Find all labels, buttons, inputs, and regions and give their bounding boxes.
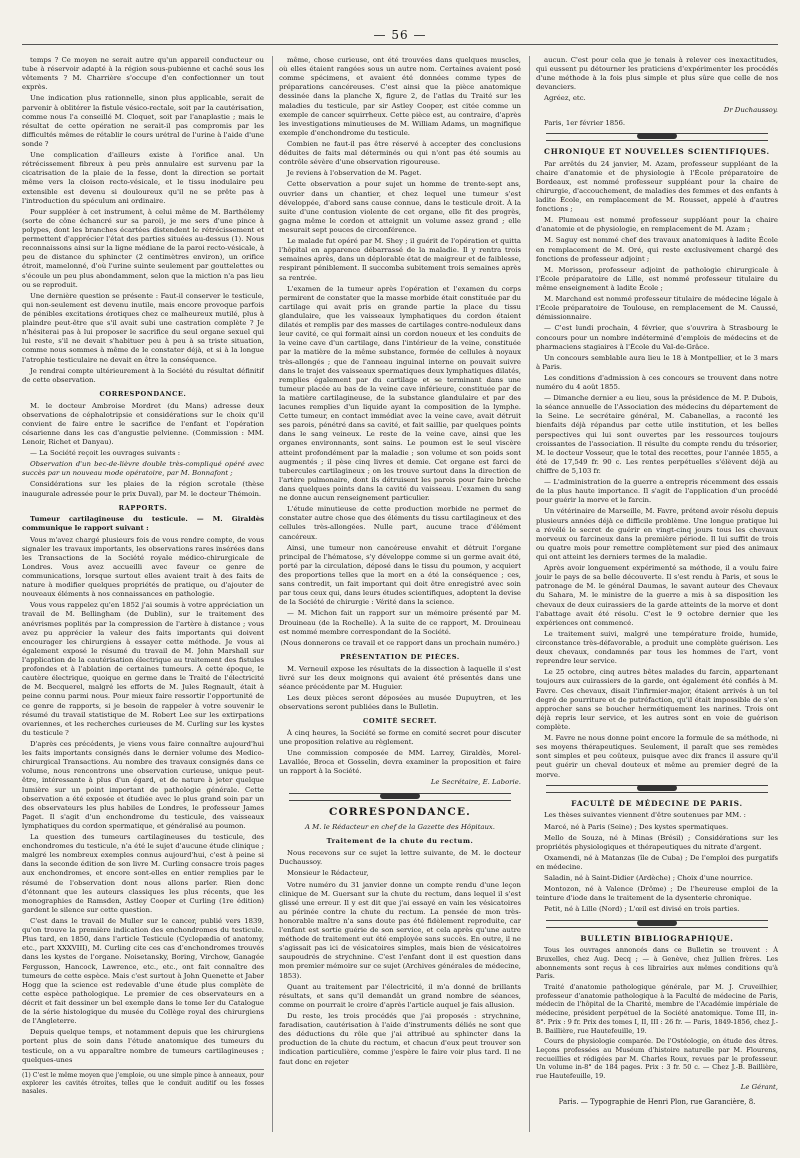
thesis-entry: Montozon, né à Valence (Drôme) ; De l'heureuse emploi de la teinture d'iode dans le traitement de la dysenterie chronique.: [536, 885, 778, 903]
paragraph: Les deux pièces seront déposées au musée Dupuytren, et les observations seront publiées dans le Bulletin.: [279, 693, 521, 712]
ornament-divider: [546, 785, 768, 793]
bulletin-entry: Cours de physiologie comparée. De l'Ostéologie, on étude des êtres. Leçons professées au Muséum d'histoire naturelle par M. Flourens, recueillies et rédigées par M. Charles Roux, revues par le professeur. Un volume in-8° de 184 pages. Prix : 3 fr. 50 c. — Chez J.-B. Baillière, rue Hautefeuille, 19.: [536, 1037, 778, 1081]
bulletin-entry: Traité d'anatomie pathologique générale, par M. J. Cruveilhier, professeur d'anatomie pathologique à la Faculté de médecine de Paris, médecin de l'hôpital de la Charité, membre de l'Académie impériale de médecine, président perpétuel de la Société anatomique. Tome III, in-8°. Prix : 9 fr. Prix des tomes I, II, III : 26 fr. — Paris, 1849-1856, chez J.-B. Baillière, rue Hautefeuille, 19.: [536, 983, 778, 1035]
column-1: [22, 56, 264, 1132]
paragraph: L'étude minutieuse de cette production morbide ne permet de constater autre chose que des éléments du tissu cartilagineux et des cellules très-allongées. Nulle part, aucune trace d'élément cancéreux.: [279, 505, 521, 541]
paragraph: Après avoir longuement expérimenté sa méthode, il a voulu faire jouir le pays de sa belle découverte. Il s'est rendu à Paris, et sous le patronage de M. le général Daumas, le savant auteur des Chevaux du Sahara, M. le ministre de la guerre a mis à sa disposition les chevaux de deux cuirassiers de la garde atteints de la morve et dont l'abattage avait été résolu. C'est le 9 octobre dernier que les expériences ont commencé.: [536, 564, 778, 627]
ornament-divider: [546, 133, 768, 141]
section-heading-faculte: FACULTÉ DE MÉDECINE DE PARIS.: [571, 798, 743, 808]
paragraph: Vous vous rappelez qu'en 1852 j'ai soumis à votre appréciation un travail de M. Bellingham (de Dublin), sur le traitement des anévrismes poplités par la compression de l'artère à distance ; vous avez pu apprécier la valeur des faits importants qui doivent encourager les chirurgiens à essayer cette méthode. Je vous ai également exposé le résumé du travail de M. John Marshall sur l'application de la cautérisation électrique au traitement des fistules profondes et à l'ablation de certaines tumeurs. À cette époque, le cautère électrique, quoique en germe dans le Traité de l'électricité de M. Becquerel, malgré les efforts de M. Jules Regnault, était à peine connu parmi nous. Pour mieux faire ressortir l'opportunité de ce genre de rapports, si je besoin de rappeler à votre souvenir le résumé du travail statistique de M. Robert Lee sur les extirpations ovariennes, et les recherches curieuses de M. Curling sur les kystes du testicule ?: [22, 601, 264, 737]
thesis-entry: Saladin, né à Saint-Didier (Ardèche) ; Choix d'une nourrice.: [544, 874, 753, 883]
paragraph: Un vétérinaire de Marseille, M. Favre, prétend avoir résolu depuis plusieurs années déjà ce difficile problème. Une longue pratique lui a révélé le secret de guérir en vingt-cinq jours tous les chevaux morveux ou farcineux dans la première période. Il lui suffit de trois ou quatre mois pour remettre complètement sur pied des animaux qui ont atteint les derniers termes de la maladie.: [536, 507, 778, 562]
paragraph: Cette observation a pour sujet un homme de trente-sept ans, ouvrier dans un chantier, et chez lequel une tumeur s'est développée, d'abord sans cause connue, dans le testicule droit. À la suite d'une contusion violente de cet organe, elle fit des progrès, gagna même le cordon et atteignit un volume assez grand ; elle mesurait sept pouces de circonférence.: [279, 180, 521, 234]
paragraph: M. Saguy est nommé chef des travaux anatomiques à ladite École en remplacement de M. Oré, qui reste exclusivement chargé des fonctions de professeur adjoint ;: [536, 236, 778, 263]
paragraph: Les thèses suivantes viennent d'être soutenues par MM. :: [544, 811, 746, 820]
paragraph: Pour suppléer à cet instrument, à celui même de M. Barthélemy (sorte de cône échancré sur sa paroi), je me sers d'une pince à polypes, dont les branches écartées distendent le rétrécissement et permettent d'apprécier l'état des parties situées au-dessus (1). Nous reconnaissons ainsi sur la ligne médiane de la paroi recto-vésicale, à peu de distance du sphincter (2 centimètres environ), un orifice étroit, mamelonné, d'où l'urine suinte seulement par gouttelettes ou s'écoule un peu plus abondamment, selon que la miction n'a pas lieu ou se reproduit.: [22, 207, 264, 289]
ornament-divider: [289, 793, 511, 801]
section-heading-correspondance-big: CORRESPONDANCE.: [328, 805, 472, 818]
thesis-entry: Marcé, né à Paris (Seine) ; Des kystes spermatiques.: [544, 822, 729, 831]
footnote: (1) C'est le même moyen que j'emploie, ou une simple pince à anneaux, pour explorer les cavités étroites, telles que le conduit auditif ou les fosses nasales.: [22, 1069, 264, 1097]
paragraph: même, chose curieuse, ont été trouvées dans quelques muscles, où elles étaient rangées sous un autre nom. Certaines avaient posé comme spécimens, et avaient été données comme types de préparations cancéreuses. C'est ainsi que la pièce anatomique dessinée dans la planche X, figure 2, de l'atlas du Traité sur les maladies du testicule, par sir Astley Cooper, est citée comme un exemple de cancer squirrheux. Cette pièce est, au contraire, d'après les investigations minutieuses de M. William Adams, un magnifique exemple d'enchondrome du testicule.: [279, 56, 521, 137]
paragraph: À cinq heures, la Société se forme en comité secret pour discuter une proposition relative au règlement.: [279, 728, 521, 746]
paragraph: Vous m'avez chargé plusieurs fois de vous rendre compte, de vous signaler les travaux importants, les observations rares insérées dans les Transactions de la Société royale médico-chirurgicale de Londres. Vous avez accueilli avec faveur ce genre de communications, lorsque surtout elles avaient trait à des faits de nature à modifier quelques propriétés de pratique, ou d'ajouter de nouveaux éléments à nos connaissances en pathologie.: [22, 535, 264, 599]
paragraph: Votre numéro du 31 janvier donne un compte rendu d'une leçon clinique de M. Guersant sur la chute du rectum, dans lequel il s'est glissé une erreur. Il y est dit que j'ai essayé en vain les vésicatoires au périnée contre la chute du rectum. La pensée de mon très-honorable maître n'a sans doute pas été fidèlement reproduite, car l'enfant est sortie guérie de son service, et cela après qu'une autre méthode de traitement eut été employée sans succès. En outre, il ne s'agissait pas ici de vésicatoires simples, mais bien de vésicatoires saupoudrés de strychnine. C'est l'enfant dont il est question dans mon premier mémoire sur ce sujet (Archives générales de médecine, 1853).: [279, 880, 521, 980]
section-heading-bulletin: BULLETIN BIBLIOGRAPHIQUE.: [580, 933, 734, 943]
paragraph: (Nous donnerons ce travail et ce rapport dans un prochain numéro.): [280, 638, 520, 647]
paragraph: Par arrêtés du 24 janvier, M. Azam, professeur suppléant de la chaire d'anatomie et de physiologie à l'École préparatoire de Bordeaux, est nommé professeur suppléant pour la chaire de chirurgie, d'accouchement, de maladies des femmes et des enfants à ladite École, en remplacement de M. Rousset, appelé à d'autres fonctions ;: [536, 159, 778, 214]
paragraph: La question des tumeurs cartilagineuses du testicule, des enchondromes du testicule, n'a été le sujet d'aucune étude clinique ; malgré les nombreux exemples connus aujourd'hui, c'est à peine si dans la seconde édition de son livre M. Curling consacre trois pages aux enchondromes, et encore sont-elles en entier remplies par le résumé de l'observation dont nous allons parler. Rien donc d'étonnant que les auteurs classiques les plus récents, que les monographies de Ramsden, Astley Cooper et Curling (1re édition) gardent le silence sur cette question.: [22, 833, 264, 914]
thesis-entry: Oxamendi, né à Matanzas (île de Cuba) ; De l'emploi des purgatifs en médecine.: [536, 853, 778, 871]
section-heading-pieces: PRÉSENTATION DE PIÈCES.: [340, 652, 460, 661]
paragraph: Je rendrai compte ultérieurement à la Société du résultat définitif de cette observation.: [22, 366, 264, 384]
paragraph: M. Marchand est nommé professeur titulaire de médecine légale à l'École préparatoire de Toulouse, en remplacement de M. Caussé, démissionnaire.: [536, 295, 778, 322]
paragraph: Quant au traitement par l'électricité, il m'a donné de brillants résultats, et sans qu'il demandât un grand nombre de séances, comme on pourrait le croire d'après l'article auquel je fais allusion.: [279, 982, 521, 1009]
section-heading-rapports: RAPPORTS.: [118, 503, 168, 512]
paragraph: D'après ces précédents, je viens vous faire connaître aujourd'hui les faits importants consignés dans le dernier volume des Medico-chirurgical Transactions. Au nombre des travaux consignés dans ce volume, nous rencontrons une observation curieuse, unique peut-être, intéressante à plus d'un égard, et de nature à jeter quelque lumière sur un point important de pathologie générale. Cette observation a été exposée et étudiée avec le plus grand soin par un des observateurs les plus habiles de Londres, le professeur James Paget. Il s'agit d'un enchondrome du testicule, des vaisseaux lymphatiques du cordon spermatique, et généralisé au poumon.: [22, 739, 264, 830]
paragraph: — Dimanche dernier a eu lieu, sous la présidence de M. P. Dubois, la séance annuelle de l'Association des médecins du département de la Seine. Le secrétaire général, M. Cabanellas, a raconté les bienfaits déjà répandus par cette utile institution, et les belles perspectives qui lui sont ouvertes par les ressources toujours croissantes de l'association. Il résulte du compte rendu du trésorier, M. le docteur Vosseur, que le total des recettes, pour l'année 1855, a été de 17,549 fr. 90 c. Les rentes perpétuelles s'élèvent déjà au chiffre de 5,103 fr.: [536, 394, 778, 476]
column-2: [272, 56, 521, 1132]
secretary-signature: Le Secrétaire, E. Laborie.: [430, 778, 521, 787]
column-3: [529, 56, 778, 1132]
paragraph: Observation d'un bec-de-lièvre double très-compliqué opéré avec succès par un nouveau mode opératoire, par M. Bonnafont ;: [22, 460, 264, 478]
thesis-entry: Petit, né à Lille (Nord) ; L'œil est divisé en trois parties.: [544, 905, 740, 914]
letter-address: A M. le Rédacteur en chef de la Gazette des Hôpitaux.: [305, 823, 495, 832]
paragraph: M. Favre ne nous donne point encore la formule de sa méthode, ni ses moyens thérapeutiques. Seulement, il paraît que ses remèdes sont simples et peu coûteux, puisque avec dix francs il assure qu'il peut guérir un cheval douteux et même au premier degré de la morve.: [536, 734, 778, 779]
paragraph: L'examen de la tumeur après l'opération et l'examen du corps permirent de constater que la masse morbide était constituée par du cartilage qui avait pris en grande partie la place du tissu glandulaire, que les vaisseaux lymphatiques du cordon étaient dilatés et remplis par des masses de cartilages contre-noduleux dans leur cavité, ce qui formait ainsi un cordon noueux et les conduits de la veine cave d'un cartilage, dans l'intérieur de la veine, constituée par la matière de la même substance, formée de cellules à noyaux très-allongés ; que de l'anneau inguinal interne on pouvait suivre dans le trajet des vaisseaux spermatiques deux lymphatiques dilatés, remplies également par du cartilage et se terminant dans une tumeur placée au bas de la veine cave inférieure, constituée par de la matière cartilagineuse, de la substance glandulaire et par des lacunes remplies d'un liquide ayant la composition de la lymphe. Cette tumeur, en contact immédiat avec la veine cave, avait détruit ses parois, pénétré dans sa cavité, et fait saillie, par quelques points dans le sang veineux. Le reste de la veine cave, ainsi que les organes environnants, sont sains. Le poumon est le seul viscère atteint profondément par la maladie ; son volume et son poids sont augmentés ; il pèse cinq livres et demie. Cet organe est farci de tubercules cartilagineux ; on les trouve surtout dans la direction de l'artère pulmonaire, dont ils détruisent les parois pour faire brèche dans quelques points dans la cavité du vaisseau. L'examen du sang ne donne aucun renseignement particulier.: [279, 284, 521, 503]
letter-signature: Dr Duchaussoy.: [723, 105, 778, 114]
gerant-label: Le Gérant,: [740, 1082, 778, 1091]
letter-closing: Agréez, etc.: [544, 94, 586, 103]
paragraph: — La Société reçoit les ouvrages suivants :: [30, 449, 181, 458]
printer-imprint: Paris. — Typographie de Henri Plon, rue Garancière, 8.: [558, 1097, 756, 1106]
paragraph: M. Verneuil expose les résultats de la dissection à laquelle il s'est livré sur les deux moignons qui avaient été présentés dans une séance précédente par M. Huguier.: [279, 664, 521, 691]
section-heading-comite: COMITÉ SECRET.: [363, 717, 437, 726]
paragraph: Le malade fut opéré par M. Shey ; il guérit de l'opération et quitta l'hôpital en apparence débarrassé de la maladie. Il y rentra trois semaines après, dans un déplorable état de maigreur et de faiblesse, respirant péniblement. Il succomba subitement trois semaines après sa rentrée.: [279, 237, 521, 282]
paragraph: Le traitement suivi, malgré une température froide, humide, circonstance très-défavorable, a produit une complète guérison. Les deux chevaux, condamnés par tous les hommes de l'art, vont reprendre leur service.: [536, 629, 778, 666]
paragraph: Combien ne faut-il pas être réservé à accepter des conclusions déduites de faits mal déterminés ou qui n'ont pas été soumis au contrôle sévère d'une observation rigoureuse.: [279, 139, 521, 167]
columns: [22, 56, 778, 1132]
rapport-title: Tumeur cartilagineuse du testicule. — M. Giraldès communique le rapport suivant :: [22, 515, 264, 533]
paragraph: M. le docteur Ambroise Mordret (du Mans) adresse deux observations de céphalotripsie et considérations sur le choix qu'il convient de faire entre le sacrifice de l'enfant et l'opération césarienne dans les cas d'angustie pelvienne. (Commission : MM. Lenoir, Richet et Danyau).: [22, 401, 264, 446]
paragraph: Monsieur le Rédacteur,: [287, 869, 369, 878]
paragraph: Depuis quelque temps, et notamment depuis que les chirurgiens portent plus de soin dans l'étude anatomique des tumeurs du testicule, on a vu apparaître nombre de tumeurs cartilagineuses ; quelques-unes: [22, 1028, 264, 1064]
section-heading-correspondance: CORRESPONDANCE.: [99, 389, 187, 398]
letter-date: Paris, 1er février 1856.: [544, 118, 626, 127]
paragraph: M. Plumeau est nommé professeur suppléant pour la chaire d'anatomie et de physiologie, en remplacement de M. Azam ;: [536, 216, 778, 234]
paragraph: C'est dans le travail de Muller sur le cancer, publié vers 1839, qu'on trouve la première indication des enchondromes du testicule. Plus tard, en 1850, dans l'article Testicule (Cyclopædia of anatomy, etc., part XXXVIII), M. Curling cite ces cas d'enchondromes trouvés dans les kystes de l'organe. Noisetansky, Boring, Virchow, Ganagée Fergusson, Hancock, Lawrence, etc., etc., ont fait connaître des tumeurs de cette espèce. Mais c'est surtout à John Quenette et Jaber Hogg que la science est redevable d'une étude plus complète de cette espèce pathologique. Le premier de ces observateurs en a décrit et fait dessiner un bel exemple dans le tome Ier du Catalogue de la série histologique du musée du Collège royal des chirurgiens de l'Angleterre.: [22, 917, 264, 1026]
paragraph: Ainsi, une tumeur non cancéreuse envahit et détruit l'organe principal de l'hématose, s'y développe comme si un germe avait été, porté par la circulation, déposé dans le tissu du poumon, y acquiert des proportions telles que la mort en a été la conséquence ; ces, sans contredit, un fait important qui doit être enregistré avec soin par tous ceux qui, dans leurs études scientifiques, adoptent la devise de la Société de chirurgie : Vérité dans la science.: [279, 543, 521, 607]
paragraph: Une indication plus rationnelle, sinon plus applicable, serait de parvenir à oblitérer la fistule vésico-rectale, soit par la cautérisation, comme nous l'a conseillé M. Cloquet, soit par l'anaplastie ; mais le résultat de cette opération ne serait-il pas compromis par les difficultés mêmes de rétablir le cours urétral de l'urine à l'aide d'une sonde ?: [22, 94, 264, 148]
paragraph: Les conditions d'admission à ces concours se trouvent dans notre numéro du 4 août 1855.: [536, 373, 778, 392]
paragraph: Nous recevons sur ce sujet la lettre suivante, de M. le docteur Duchaussoy.: [279, 849, 521, 867]
paragraph: Une dernière question se présente : Faut-il conserver le testicule, qui non-seulement est devenu inutile, mais encore provoque parfois de pénibles excitations érotiques chez ce malheureux mutilé, plus à plaindre peut-être que s'il avait subi une castration complète ? Je n'hésiterai pas à lui proposer le sacrifice du seul organe sexuel qui lui reste, s'il ne devait s'habituer peu à peu à sa triste situation, comme nous sommes à même de le constater déjà, et si à la longue l'atrophie testiculaire ne devait en être la conséquence.: [22, 291, 264, 364]
letter-subject: Traitement de la chute du rectum.: [326, 837, 474, 846]
paragraph: M. Morisson, professeur adjoint de pathologie chirurgicale à l'École préparatoire de Lille, est nommé professeur titulaire du même enseignement à ladite École ;: [536, 265, 778, 292]
thesis-entry: Mello de Souza, né à Minas (Brésil) ; Considérations sur les propriétés physiologiques et thérapeutiques du nitrate d'argent.: [536, 833, 778, 851]
paragraph: Le 25 octobre, cinq autres bêtes malades du farcin, appartenant toujours aux cuirassiers de la garde, ont également été confiés à M. Favre. Ces chevaux, disait l'infirmier-major, étaient arrivés à un tel degré de pourriture et de putréfaction, qu'il était impossible de s'en approcher sans se boucher hermétiquement les narines. Trois ont déjà repris leur service, et les autres sont en voie de guérison complète.: [536, 668, 778, 731]
paragraph: — M. Michon fait un rapport sur un mémoire présenté par M. Drouineau (de la Rochelle). À la suite de ce rapport, M. Drouineau est nommé membre correspondant de la Société.: [279, 609, 521, 636]
section-heading-chronique: CHRONIQUE ET NOUVELLES SCIENTIFIQUES.: [544, 146, 770, 156]
paragraph: Un concours semblable aura lieu le 18 à Montpellier, et le 3 mars à Paris.: [536, 353, 778, 371]
paragraph: temps ? Ce moyen ne serait autre qu'un appareil conducteur ou tube à réservoir adapté à la région sous-pubienne et caché sous les vêtements ? M. Charrière s'occupe d'en confectionner un tout exprès.: [22, 56, 264, 92]
paragraph: — L'administration de la guerre a entrepris récemment des essais de la plus haute importance. Il s'agit de l'application d'un procédé pour guérir la morve et le farcin.: [536, 478, 778, 505]
paragraph: aucun. C'est pour cela que je tenais à relever ces inexactitudes, qui eussent pu détourner les praticiens d'expérimenter les procédés d'une méthode à la fois plus simple et plus sûre que celle de nos devanciers.: [536, 56, 778, 92]
paragraph: — C'est lundi prochain, 4 février, que s'ouvrira à Strasbourg le concours pour un nombre indéterminé d'emplois de médecins et de pharmaciens stagiaires à l'École du Val-de-Grâce.: [536, 324, 778, 351]
paragraph: Je reviens à l'observation de M. Paget.: [287, 169, 422, 178]
ornament-divider: [546, 920, 768, 928]
paragraph: Du reste, les trois procédés que j'ai proposés : strychnine, faradisation, cautérisation à l'aide d'instruments déliés ne sont que des déductions du rôle que j'ai attribué au sphincter dans la production de la chute du rectum, et chacun d'eux peut trouver son indication particulière, comme j'espère le faire voir plus tard. Il ne faut donc en rejeter: [279, 1012, 521, 1066]
col1-body: [22, 56, 264, 385]
paragraph: Une complication d'ailleurs existe à l'orifice anal. Un rétrécissement fibreux à peu près annulaire est survenu par la cicatrisation de la plaie de la fesse, dont la direction se portait même vers la cloison recto-vésicale, et le tissu inodulaire peu extensible est devenu si douloureux qu'il ne se prête pas à l'introduction du spéculum ani ordinaire.: [22, 151, 264, 205]
header-rule: [22, 44, 778, 45]
paragraph: Une commission composée de MM. Larrey, Giraldès, Morel-Lavallée, Broca et Gosselin, devra examiner la proposition et faire un rapport à la Société.: [279, 749, 521, 776]
page-number: — 56 —: [373, 28, 427, 42]
paragraph: Considérations sur les plaies de la région scrotale (thèse inaugurale adressée pour le prix Duval), par M. le docteur Thémoin.: [22, 480, 264, 498]
bulletin-intro: Tous les ouvrages annoncés dans ce Bulletin se trouvent : À Bruxelles, chez Aug. Decq ; — à Genève, chez Jullien frères. Les abonnements sont reçus à ces librairies aux mêmes conditions qu'à Paris.: [536, 946, 778, 981]
